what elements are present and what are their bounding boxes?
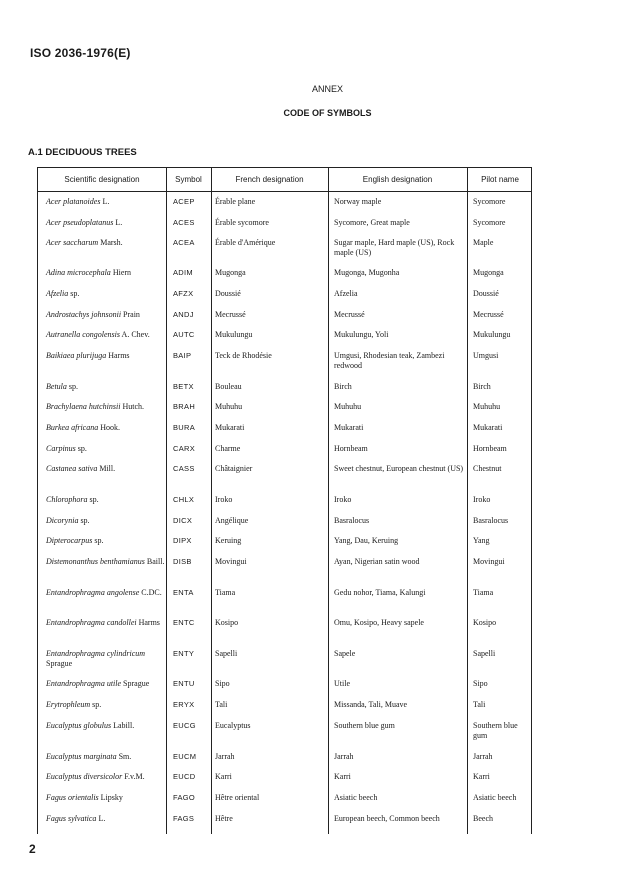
french-designation: Tali xyxy=(215,700,228,709)
scientific-author: sp. xyxy=(92,536,104,545)
french-designation: Angélique xyxy=(215,516,249,525)
pilot-name: Kosipo xyxy=(473,618,497,627)
scientific-name: Castanea sativa xyxy=(46,464,98,473)
scientific-designation xyxy=(46,289,170,299)
scientific-name: Entandrophragma candollei xyxy=(46,618,137,627)
pilot-name: Sapelli xyxy=(473,649,496,658)
scientific-designation xyxy=(46,557,170,567)
english-designation: Sweet chestnut, European chestnut (US) xyxy=(334,464,464,473)
scientific-designation xyxy=(46,218,170,228)
scientific-author: Hiern xyxy=(110,268,132,277)
scientific-name: Dipterocarpus xyxy=(46,536,93,545)
symbol-code: CASS xyxy=(173,464,195,473)
scientific-author: Labill. xyxy=(111,721,135,730)
symbol-code: EUCM xyxy=(173,752,197,761)
scientific-author: sp. xyxy=(90,700,102,709)
scientific-name: Brachylaena hutchinsii xyxy=(46,402,121,411)
french-designation: Châtaignier xyxy=(215,464,253,473)
scientific-name: Distemonanthus benthamianus xyxy=(46,557,145,566)
pilot-name: Sipo xyxy=(473,679,488,688)
english-designation: Ayan, Nigerian satin wood xyxy=(334,557,420,566)
scientific-designation xyxy=(46,310,170,320)
scientific-name: Entandrophragma cylindricum xyxy=(46,649,146,658)
french-designation: Mecrussé xyxy=(215,310,246,319)
symbol-code: BRAH xyxy=(173,402,196,411)
scientific-designation xyxy=(46,330,170,340)
scientific-author: Marsh. xyxy=(98,238,123,247)
scientific-name: Entandrophragma angolense xyxy=(46,588,140,597)
french-designation: Sapelli xyxy=(215,649,238,658)
pilot-name: Jarrah xyxy=(473,752,493,761)
symbol-code: BAIP xyxy=(173,351,192,360)
french-designation: Mukarati xyxy=(215,423,245,432)
pilot-name: Tiama xyxy=(473,588,494,597)
french-designation: Érable plane xyxy=(215,197,256,206)
pilot-name: Beech xyxy=(473,814,493,823)
scientific-name: Afzelia xyxy=(46,289,69,298)
english-designation: Mukulungu, Yoli xyxy=(334,330,389,339)
english-designation: Sapele xyxy=(334,649,356,658)
pilot-name: Sycomore xyxy=(473,197,506,206)
english-designation: Jarrah xyxy=(334,752,354,761)
scientific-designation xyxy=(46,721,170,731)
french-designation: Karri xyxy=(215,772,232,781)
scientific-designation xyxy=(46,700,170,710)
scientific-author: Lipsky xyxy=(98,793,123,802)
scientific-designation xyxy=(46,444,170,454)
english-designation: Gedu nohor, Tiama, Kalungi xyxy=(334,588,426,597)
scientific-name: Adina microcephala xyxy=(46,268,111,277)
french-designation: Hêtre xyxy=(215,814,233,823)
english-designation: Mukarati xyxy=(334,423,364,432)
french-designation: Kosipo xyxy=(215,618,239,627)
symbol-code: BETX xyxy=(173,382,194,391)
scientific-author: Harms xyxy=(106,351,130,360)
english-designation: Basralocus xyxy=(334,516,370,525)
scientific-name: Fagus orientalis xyxy=(46,793,99,802)
english-designation: Missanda, Tali, Muave xyxy=(334,700,408,709)
french-designation: Mukulungu xyxy=(215,330,253,339)
header-divider xyxy=(38,191,531,192)
symbol-code: AFZX xyxy=(173,289,194,298)
scientific-designation xyxy=(46,423,170,433)
scientific-author: Mill. xyxy=(97,464,116,473)
scientific-designation xyxy=(46,588,170,598)
english-designation: Mecrussé xyxy=(334,310,365,319)
french-designation: Jarrah xyxy=(215,752,235,761)
english-designation: Afzelia xyxy=(334,289,358,298)
english-designation: Iroko xyxy=(334,495,352,504)
pilot-name: Umgusi xyxy=(473,351,499,360)
document-code: ISO 2036-1976(E) xyxy=(30,46,131,60)
scientific-author: Sprague xyxy=(121,679,150,688)
french-designation: Iroko xyxy=(215,495,233,504)
english-designation: Muhuhu xyxy=(334,402,362,411)
scientific-author: Hook. xyxy=(98,423,120,432)
english-designation: Utile xyxy=(334,679,350,688)
pilot-name: Mugonga xyxy=(473,268,504,277)
pilot-name: Asiatic beech xyxy=(473,793,517,802)
scientific-author: L. xyxy=(100,197,110,206)
symbol-code: ACES xyxy=(173,218,195,227)
symbol-code: ENTU xyxy=(173,679,195,688)
scientific-designation xyxy=(46,382,170,392)
pilot-name: Birch xyxy=(473,382,491,391)
column-header-french: French designation xyxy=(235,175,304,184)
scientific-designation xyxy=(46,618,170,628)
scientific-author: A. Chev. xyxy=(120,330,150,339)
french-designation: Érable d'Amérique xyxy=(215,238,276,247)
french-designation: Charme xyxy=(215,444,241,453)
scientific-author: sp. xyxy=(78,516,90,525)
pilot-name: Tali xyxy=(473,700,486,709)
scientific-author: L. xyxy=(96,814,106,823)
pilot-name: Maple xyxy=(473,238,494,247)
column-header-scientific: Scientific designation xyxy=(64,175,140,184)
scientific-name: Acer platanoides xyxy=(46,197,101,206)
symbol-code: DISB xyxy=(173,557,192,566)
symbol-code: ACEA xyxy=(173,238,195,247)
pilot-name: Sycomore xyxy=(473,218,506,227)
column-divider xyxy=(328,168,329,834)
symbol-code: CARX xyxy=(173,444,196,453)
scientific-author: sp. xyxy=(75,444,87,453)
pilot-name: Iroko xyxy=(473,495,491,504)
pilot-name: Yang xyxy=(473,536,490,545)
scientific-author: Prain xyxy=(121,310,140,319)
scientific-name: Eucalyptus globulus xyxy=(46,721,112,730)
symbol-code: ACEP xyxy=(173,197,195,206)
french-designation: Keruing xyxy=(215,536,242,545)
pilot-name: Movingui xyxy=(473,557,505,566)
scientific-author: Hutch. xyxy=(120,402,144,411)
scientific-name: Autranella congolensis xyxy=(46,330,120,339)
scientific-designation xyxy=(46,268,170,278)
scientific-designation xyxy=(46,197,170,207)
symbol-code: FAGS xyxy=(173,814,195,823)
column-header-symbol: Symbol xyxy=(175,175,202,184)
symbol-code: DIPX xyxy=(173,536,192,545)
scientific-designation xyxy=(46,402,170,412)
scientific-designation xyxy=(46,495,170,505)
scientific-name: Burkea africana xyxy=(46,423,99,432)
french-designation: Tiama xyxy=(215,588,236,597)
symbol-code: AUTC xyxy=(173,330,195,339)
scientific-name: Eucalyptus diversicolor xyxy=(46,772,123,781)
pilot-name: Mukulungu xyxy=(473,330,511,339)
scientific-name: Eucalyptus marginata xyxy=(46,752,117,761)
pilot-name: Karri xyxy=(473,772,490,781)
scientific-designation xyxy=(46,814,170,824)
french-designation: Bouleau xyxy=(215,382,242,391)
scientific-name: Acer pseudoplatanus xyxy=(46,218,114,227)
symbol-code: CHLX xyxy=(173,495,195,504)
symbol-code: EUCG xyxy=(173,721,196,730)
english-designation: Birch xyxy=(334,382,352,391)
scientific-author: sp. xyxy=(68,289,80,298)
pilot-name: Basralocus xyxy=(473,516,509,525)
scientific-designation xyxy=(46,679,170,689)
french-designation: Mugonga xyxy=(215,268,246,277)
french-designation: Sipo xyxy=(215,679,230,688)
english-designation: Mugonga, Mugonha xyxy=(334,268,400,277)
english-designation: Asiatic beech xyxy=(334,793,378,802)
pilot-name: Doussié xyxy=(473,289,499,298)
annex-label: ANNEX xyxy=(311,84,343,94)
english-designation: Norway maple xyxy=(334,197,382,206)
scientific-designation xyxy=(46,464,170,474)
symbol-code: ADIM xyxy=(173,268,193,277)
symbol-code: ENTA xyxy=(173,588,194,597)
symbols-table xyxy=(37,167,532,834)
scientific-name: Dicorynia xyxy=(46,516,79,525)
symbol-code: ENTC xyxy=(173,618,195,627)
scientific-designation xyxy=(46,793,170,803)
symbol-code: BURA xyxy=(173,423,196,432)
pilot-name: Mecrussé xyxy=(473,310,504,319)
scientific-name: Baikiaea plurijuga xyxy=(46,351,107,360)
section-heading: A.1 DECIDUOUS TREES xyxy=(28,147,137,158)
english-designation: Yang, Dau, Keruing xyxy=(334,536,399,545)
french-designation: Hêtre oriental xyxy=(215,793,260,802)
column-header-pilot: Pilot name xyxy=(481,175,519,184)
scientific-author: F.v.M. xyxy=(122,772,145,781)
scientific-author: C.DC. xyxy=(139,588,162,597)
english-designation: Omu, Kosipo, Heavy sapele xyxy=(334,618,424,627)
symbol-code: ANDJ xyxy=(173,310,194,319)
scientific-name: Chlorophora xyxy=(46,495,88,504)
scientific-name: Erytrophleum xyxy=(46,700,91,709)
scientific-designation xyxy=(46,649,170,669)
scientific-designation xyxy=(46,238,170,248)
scientific-name: Fagus sylvatica xyxy=(46,814,97,823)
symbol-code: ENTY xyxy=(173,649,195,658)
english-designation: Sycomore, Great maple xyxy=(334,218,410,227)
scientific-designation xyxy=(46,351,170,361)
scientific-name: Androstachys johnsonii xyxy=(46,310,122,319)
column-divider xyxy=(211,168,212,834)
french-designation: Eucalyptus xyxy=(215,721,251,730)
scientific-author: Sprague xyxy=(46,659,73,668)
scientific-author: Harms xyxy=(136,618,160,627)
scientific-designation xyxy=(46,752,170,762)
english-designation: Hornbeam xyxy=(334,444,368,453)
french-designation: Doussié xyxy=(215,289,241,298)
french-designation: Teck de Rhodésie xyxy=(215,351,272,360)
symbol-code: ERYX xyxy=(173,700,195,709)
page-number: 2 xyxy=(29,842,36,856)
symbol-code: DICX xyxy=(173,516,193,525)
pilot-name: Mukarati xyxy=(473,423,503,432)
english-designation: Umgusi, Rhodesian teak, Zambezi redwood xyxy=(334,351,445,370)
french-designation: Movingui xyxy=(215,557,247,566)
english-designation: Karri xyxy=(334,772,351,781)
french-designation: Muhuhu xyxy=(215,402,243,411)
pilot-name: Hornbeam xyxy=(473,444,507,453)
column-divider xyxy=(467,168,468,834)
scientific-author: Baill. xyxy=(144,557,165,566)
scientific-author: Sm. xyxy=(116,752,132,761)
scientific-author: L. xyxy=(113,218,123,227)
symbol-code: FAGO xyxy=(173,793,196,802)
scientific-author: sp. xyxy=(66,382,79,391)
scientific-name: Entandrophragma utile xyxy=(46,679,122,688)
pilot-name: Chestnut xyxy=(473,464,502,473)
scientific-designation xyxy=(46,516,170,526)
english-designation: Sugar maple, Hard maple (US), Rock maple (US) xyxy=(334,238,455,257)
scientific-author: sp. xyxy=(87,495,99,504)
scientific-designation xyxy=(46,772,170,782)
symbol-code: EUCD xyxy=(173,772,196,781)
page-title: CODE OF SYMBOLS xyxy=(283,108,372,118)
scientific-name: Acer saccharum xyxy=(46,238,99,247)
french-designation: Érable sycomore xyxy=(215,218,269,227)
pilot-name: Southern blue gum xyxy=(473,721,518,740)
column-header-english: English designation xyxy=(362,175,433,184)
english-designation: European beech, Common beech xyxy=(334,814,440,823)
scientific-name: Betula xyxy=(46,382,67,391)
pilot-name: Muhuhu xyxy=(473,402,501,411)
scientific-designation xyxy=(46,536,170,546)
scientific-name: Carpinus xyxy=(46,444,76,453)
english-designation: Southern blue gum xyxy=(334,721,395,730)
